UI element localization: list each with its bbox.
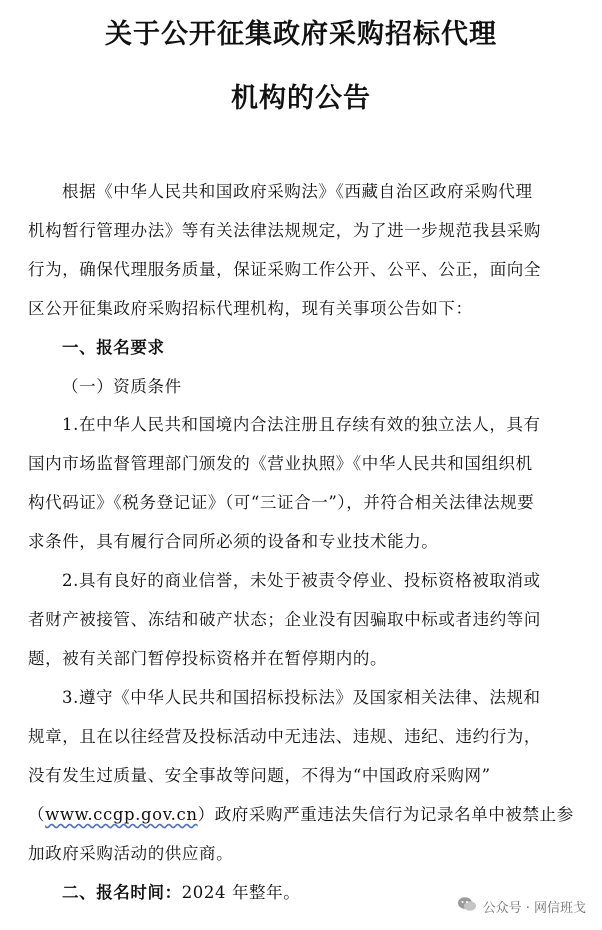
item-2-line: 者财产被接管、冻结和破产状态；企业没有因骗取中标或者违约等问: [28, 610, 541, 629]
wechat-watermark: [457, 896, 586, 916]
ccgp-url-link[interactable]: www.ccgp.gov.cn: [45, 805, 198, 824]
item-1-line: 构代码证》《税务登记证》（可“三证合一”），并符合相关法律法规要: [28, 493, 535, 512]
item-3-url-open: （: [28, 805, 46, 824]
section-2-heading: 二、报名时间：: [62, 883, 182, 902]
intro-line: 根据《中华人民共和国政府采购法》《西藏自治区政府采购代理: [62, 182, 533, 201]
intro-line: 行为，确保代理服务质量，保证采购工作公开、公平、公正，面向全: [28, 260, 541, 279]
section-2-line: [62, 879, 300, 903]
registration-time-value: 2024 年整年。: [181, 883, 301, 902]
item-3-line: 加政府采购活动的供应商。: [28, 844, 234, 863]
item-2-line: 2.具有良好的商业信誉，未处于被责令停业、投标资格被取消或: [62, 571, 541, 590]
item-3-url-line: [28, 801, 574, 825]
watermark-text: 公众号 · 网信班戈: [482, 900, 586, 916]
document-title-line-2: 机构的公告: [231, 83, 371, 114]
item-1-line: 求条件，具有履行合同所必须的设备和专业技术能力。: [28, 532, 439, 551]
item-3-line: 3.遵守《中华人民共和国招标投标法》及国家相关法律、法规和: [62, 688, 541, 707]
document-title-line-1: 关于公开征集政府采购招标代理: [105, 19, 497, 50]
intro-line: 机构暂行管理办法》等有关法律法规规定，为了进一步规范我县采购: [28, 221, 541, 240]
wechat-icon: [457, 896, 477, 916]
sub-heading-qualifications: （一）资质条件: [62, 377, 182, 396]
section-1-heading: 一、报名要求: [62, 338, 165, 357]
item-3-line: 没有发生过质量、安全事故等问题，不得为“中国政府采购网”: [28, 766, 491, 785]
item-3-line: 规章，且在以往经营及投标活动中无违法、违规、违纪、违约行为，: [28, 727, 541, 746]
intro-line: 区公开征集政府采购招标代理机构，现有关事项公告如下：: [28, 299, 473, 318]
item-2-line: 题，被有关部门暂停投标资格并在暂停期内的。: [28, 649, 388, 668]
item-1-line: 1.在中华人民共和国境内合法注册且存续有效的独立法人，具有: [62, 415, 541, 434]
item-1-line: 国内市场监督管理部门颁发的《营业执照》《中华人民共和国组织机: [28, 454, 533, 473]
item-3-url-rest: ）政府采购严重违法失信行为记录名单中被禁止参: [197, 805, 574, 824]
